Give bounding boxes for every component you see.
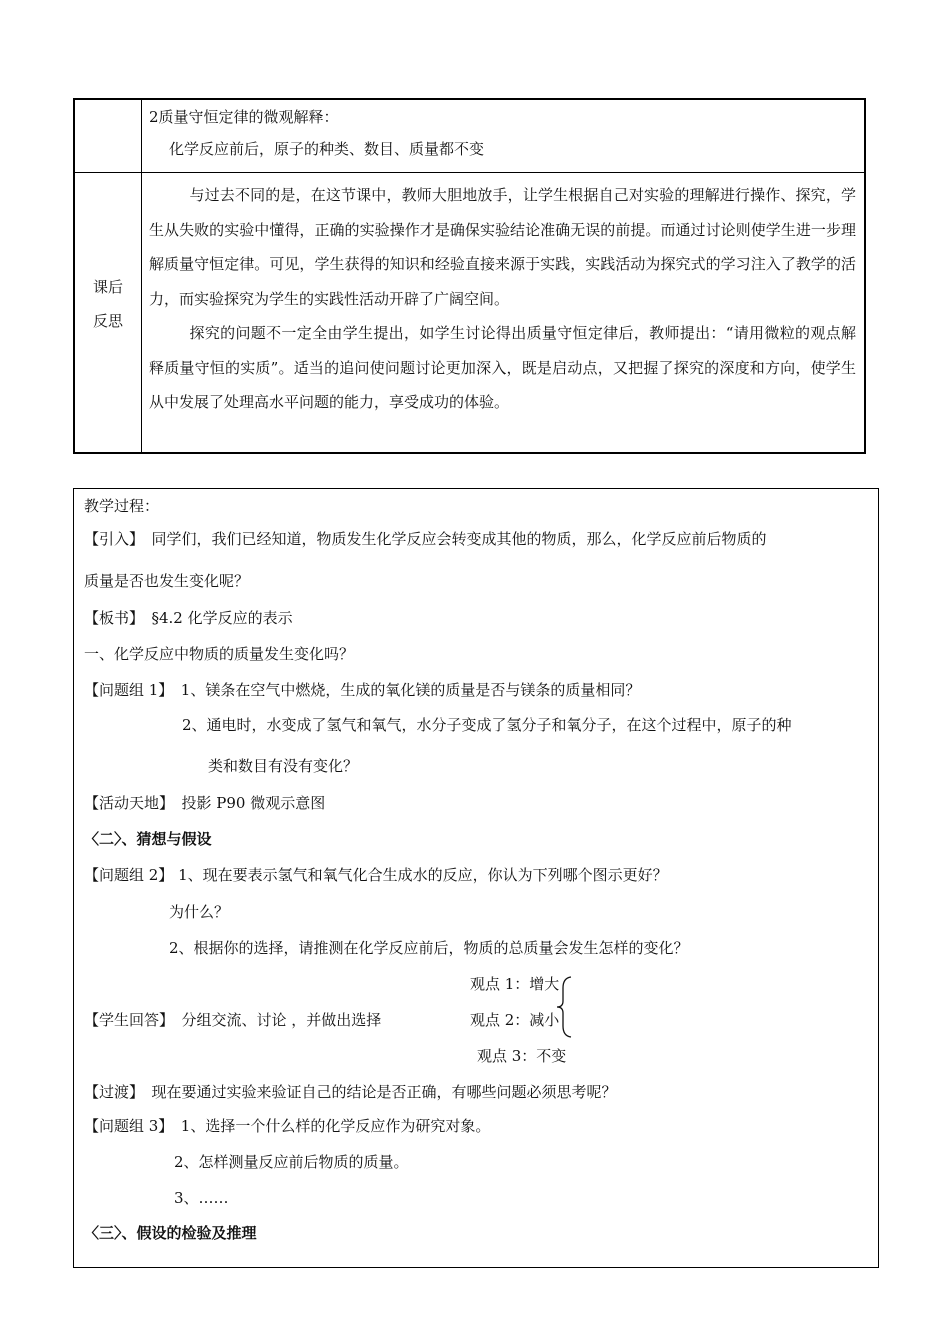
question-group-1-item-2a: 2、通电时，水变成了氢气和氧气，水分子变成了氢分子和氧分子，在这个过程中，原子的种 — [182, 716, 792, 734]
question-group-3-item-1: 【问题组 3】 1、选择一个什么样的化学反应作为研究对象。 — [84, 1117, 491, 1135]
intro-line-2: 质量是否也发生变化呢？ — [84, 572, 250, 590]
section-2-heading: 〈二〉、猜想与假设 — [84, 830, 212, 848]
reflection-paragraph-2: 探究的问题不一定全由学生提出，如学生讨论得出质量守恒定律后，教师提出：“请用微粒的观点解释质量守恒的实质”。适当的追问使问题讨论更加深入，既是启动点，又把握了探究的深度和方向，使学生从中发展了处理高水平问题的能力，享受成功的体验。 — [149, 324, 856, 411]
intro-line-1: 【引入】 同学们，我们已经知道，物质发生化学反应会转变成其他的物质，那么，化学反应前后物质的 — [84, 530, 767, 548]
reflection-label — [75, 270, 141, 338]
section-3-heading: 〈三〉、假设的检验及推理 — [84, 1224, 257, 1242]
reflection-label-line1: 课后 — [92, 278, 123, 296]
reflection-table — [73, 98, 866, 454]
brace-icon — [556, 976, 578, 1038]
micro-explanation-cell — [149, 104, 858, 161]
teaching-process-box — [73, 488, 879, 1268]
reflection-paragraph-1: 与过去不同的是，在这节课中，教师大胆地放手，让学生根据自己对实验的理解进行操作、探究，学生从失败的实验中懂得，正确的实验操作才是确保实验结论准确无误的前提。而通过讨论则使学生进一步理解质量守恒定律。可见，学生获得的知识和经验直接来源于实践，实践活动为探究式的学习注入了教学的活力，而实验探究为学生的实践性活动开辟了广阔空间。 — [149, 186, 856, 308]
question-group-2-item-1: 【问题组 2】 1、现在要表示氢气和氧气化合生成水的反应，你认为下列哪个图示更好？ — [84, 866, 668, 884]
activity-line: 【活动天地】 投影 P90 微观示意图 — [84, 794, 326, 812]
viewpoint-1: 观点 1：增大 — [470, 975, 560, 993]
reflection-text-cell — [149, 178, 856, 420]
question-group-1-item-2b: 类和数目有没有变化？ — [208, 757, 359, 775]
question-group-2-item-2: 2、根据你的选择，请推测在化学反应前后，物质的总质量会发生怎样的变化？ — [169, 939, 689, 957]
transition-line: 【过渡】 现在要通过实验来验证自己的结论是否正确，有哪些问题必须思考呢？ — [84, 1083, 617, 1101]
student-answer: 【学生回答】 分组交流、讨论 ，并做出选择 — [84, 1011, 382, 1029]
question-group-1-item-1: 【问题组 1】 1、镁条在空气中燃烧，生成的氧化镁的质量是否与镁条的质量相同？ — [84, 681, 641, 699]
row-divider — [75, 172, 864, 173]
question-group-2-item-1b: 为什么？ — [169, 903, 230, 921]
viewpoint-2: 观点 2：减小 — [470, 1011, 560, 1029]
column-divider — [141, 100, 142, 452]
question-group-3-item-3: 3、…… — [174, 1189, 229, 1207]
micro-explanation-title: 2质量守恒定律的微观解释： — [149, 108, 339, 126]
micro-explanation-text: 化学反应前后，原子的种类、数目、质量都不变 — [169, 140, 485, 158]
viewpoint-3: 观点 3：不变 — [477, 1047, 567, 1065]
reflection-label-line2: 反思 — [92, 312, 123, 330]
question-group-3-item-2: 2、怎样测量反应前后物质的质量。 — [174, 1153, 409, 1171]
process-title: 教学过程： — [84, 497, 160, 515]
board-title: 【板书】 §4.2 化学反应的表示 — [84, 609, 293, 627]
section-1-heading: 一、化学反应中物质的质量发生变化吗？ — [84, 645, 355, 663]
